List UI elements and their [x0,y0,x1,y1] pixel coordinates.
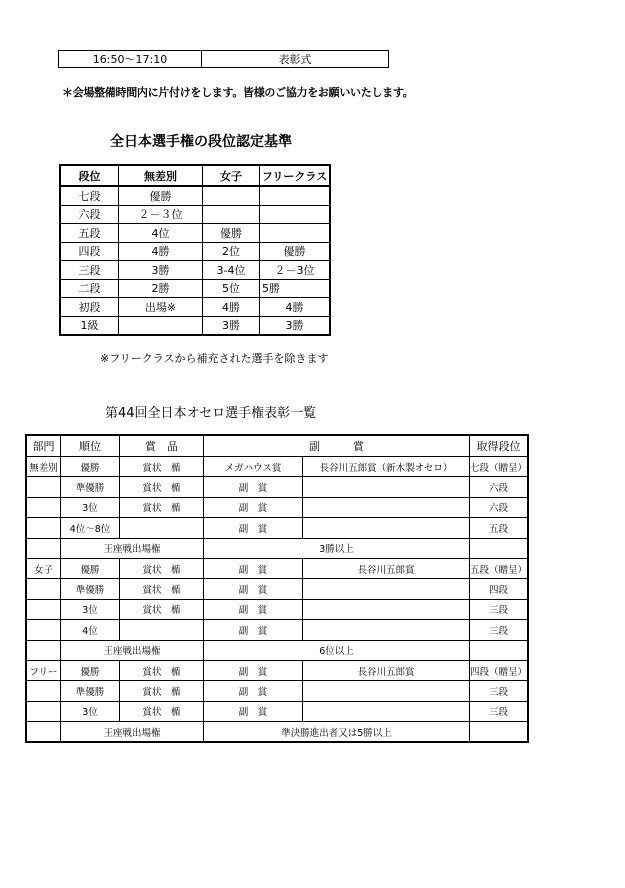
rank-award-cell: 三段 [469,620,528,640]
sub-prize-cell [303,477,470,497]
place-cell: 3位 [61,497,120,517]
awards-row [26,558,528,578]
division-cell [26,620,61,640]
division-cell [26,538,61,558]
division-cell [26,518,61,538]
prize-cell [120,620,204,640]
prize-cell: 賞状 楯 [120,457,204,477]
qualification-label: 王座戦出場権 [61,722,204,743]
rank-award-cell: 七段（贈呈） [469,457,528,477]
rank-award-cell: 四段 [469,579,528,599]
awards-row [26,477,528,497]
place-cell: 4位〜8位 [61,518,120,538]
place-cell: 準優勝 [61,477,120,497]
place-cell: 4位 [61,620,120,640]
division-cell: 女子 [26,558,61,578]
rank-award-cell: 三段 [469,599,528,619]
rank-cell: 三段 [60,261,119,280]
division-cell [26,681,61,701]
sub-prize-cell: 副 賞 [204,660,303,680]
prize-cell: 賞状 楯 [120,660,204,680]
place-cell: 優勝 [61,558,120,578]
rank-cell: 3勝 [260,316,331,335]
qualification-row [26,722,528,743]
rank-cell: 七段 [60,186,119,205]
rank-row [60,205,330,224]
qualification-value: 3勝以上 [204,538,470,558]
place-cell: 優勝 [61,660,120,680]
rank-cell: ２－３位 [119,205,203,224]
rank-cell: 優勝 [203,224,260,243]
sub-prize-cell: 副 賞 [204,477,303,497]
rank-award-cell: 三段 [469,681,528,701]
sub-prize-cell: 長谷川五郎賞 [303,660,470,680]
rank-cell: 4位 [119,224,203,243]
awards-title: 第44回全日本オセロ選手権表彰一覧 [105,406,317,421]
division-cell [26,599,61,619]
rank-header-cell: 無差別 [119,165,203,186]
rank-cell: 2勝 [119,279,203,298]
rank-cell: 出場※ [119,298,203,317]
rank-cell: 四段 [60,242,119,261]
rank-cell: 4勝 [119,242,203,261]
qualification-value: 準決勝進出者又は5勝以上 [204,722,470,743]
rank-cell: 4勝 [203,298,260,317]
awards-row [26,660,528,680]
rank-cell [203,186,260,205]
qualification-label: 王座戦出場権 [61,640,204,660]
division-cell [26,722,61,743]
rank-header-cell: フリークラス [260,165,331,186]
sub-prize-cell: 副 賞 [204,579,303,599]
sub-prize-cell: 副 賞 [204,701,303,721]
sub-prize-cell [303,599,470,619]
rank-cell: 六段 [60,205,119,224]
prize-cell [120,518,204,538]
prize-cell: 賞状 楯 [120,558,204,578]
sub-prize-cell [303,579,470,599]
rank-cell: 5位 [203,279,260,298]
division-cell [26,497,61,517]
prize-cell: 賞状 楯 [120,579,204,599]
rank-award-cell [469,722,528,743]
sub-prize-cell [303,518,470,538]
place-cell: 優勝 [61,457,120,477]
sub-prize-cell: 副 賞 [204,681,303,701]
place-cell: 3位 [61,701,120,721]
place-cell: 準優勝 [61,579,120,599]
awards-header-row [26,435,528,457]
awards-header-cell: 副 賞 [204,435,470,457]
rank-cell: 1級 [60,316,119,335]
division-cell [26,640,61,660]
rank-cell: 3-4位 [203,261,260,280]
qualification-value: 6位以上 [204,640,470,660]
rank-row [60,298,330,317]
qualification-row [26,538,528,558]
prize-cell: 賞状 楯 [120,599,204,619]
rank-cell: 優勝 [119,186,203,205]
division-cell [26,477,61,497]
awards-row [26,579,528,599]
rank-header-cell: 段位 [60,165,119,186]
awards-table [25,434,529,743]
rank-award-cell: 三段 [469,701,528,721]
prize-cell: 賞状 楯 [120,477,204,497]
rank-row [60,279,330,298]
prize-cell: 賞状 楯 [120,497,204,517]
rank-row [60,224,330,243]
awards-header-cell: 部門 [26,435,61,457]
awards-header-cell: 順位 [61,435,120,457]
awards-row [26,620,528,640]
rank-row [60,242,330,261]
sub-prize-cell [303,497,470,517]
awards-row [26,457,528,477]
awards-header-cell: 賞 品 [120,435,204,457]
awards-row [26,701,528,721]
rank-award-cell [469,640,528,660]
division-cell: 無差別 [26,457,61,477]
prize-cell: 賞状 楯 [120,701,204,721]
rank-award-cell: 四段（贈呈） [469,660,528,680]
sub-prize-cell: 長谷川五郎賞 [303,558,470,578]
rank-row [60,186,330,205]
awards-row [26,599,528,619]
sub-prize-cell: 副 賞 [204,497,303,517]
place-cell: 3位 [61,599,120,619]
schedule-time: 16:50〜17:10 [59,51,202,68]
rank-cell: 2位 [203,242,260,261]
sub-prize-cell: 副 賞 [204,599,303,619]
sub-prize-cell [303,681,470,701]
division-cell: フリー [26,660,61,680]
awards-header-cell: 取得段位 [469,435,528,457]
rank-award-cell: 六段 [469,497,528,517]
rank-cell: 初段 [60,298,119,317]
schedule-row [58,50,389,68]
rank-row [60,316,330,335]
rank-criteria-note: ※フリークラスから補充された選手を除きます [100,352,329,365]
rank-award-cell [469,538,528,558]
rank-cell: 優勝 [260,242,331,261]
rank-cell: 3勝 [203,316,260,335]
qualification-label: 王座戦出場権 [61,538,204,558]
rank-cell [260,205,331,224]
rank-row [60,261,330,280]
place-cell: 準優勝 [61,681,120,701]
awards-row [26,497,528,517]
sub-prize-cell [303,620,470,640]
cleanup-notice: ＊会場整備時間内に片付けをします。皆様のご協力をお願いいたします。 [62,86,414,99]
sub-prize-cell: 副 賞 [204,518,303,538]
rank-cell: 4勝 [260,298,331,317]
sub-prize-cell: 副 賞 [204,558,303,578]
awards-row [26,681,528,701]
rank-cell [260,224,331,243]
qualification-row [26,640,528,660]
schedule-event: 表彰式 [202,51,389,68]
rank-cell: 3勝 [119,261,203,280]
rank-header-row [60,165,330,186]
rank-cell [203,205,260,224]
rank-header-cell: 女子 [203,165,260,186]
awards-row [26,518,528,538]
rank-cell: ２－3位 [260,261,331,280]
sub-prize-cell: メガハウス賞 [204,457,303,477]
rank-cell: 5勝 [260,279,331,298]
rank-award-cell: 五段（贈呈） [469,558,528,578]
division-cell [26,701,61,721]
rank-award-cell: 六段 [469,477,528,497]
division-cell [26,579,61,599]
rank-cell: 二段 [60,279,119,298]
prize-cell: 賞状 楯 [120,681,204,701]
sub-prize-cell: 長谷川五郎賞（新木製オセロ） [303,457,470,477]
sub-prize-cell: 副 賞 [204,620,303,640]
rank-cell [119,316,203,335]
rank-criteria-table [59,164,331,336]
rank-criteria-title: 全日本選手権の段位認定基準 [110,134,292,150]
rank-cell: 五段 [60,224,119,243]
rank-cell [260,186,331,205]
sub-prize-cell [303,701,470,721]
rank-award-cell: 五段 [469,518,528,538]
